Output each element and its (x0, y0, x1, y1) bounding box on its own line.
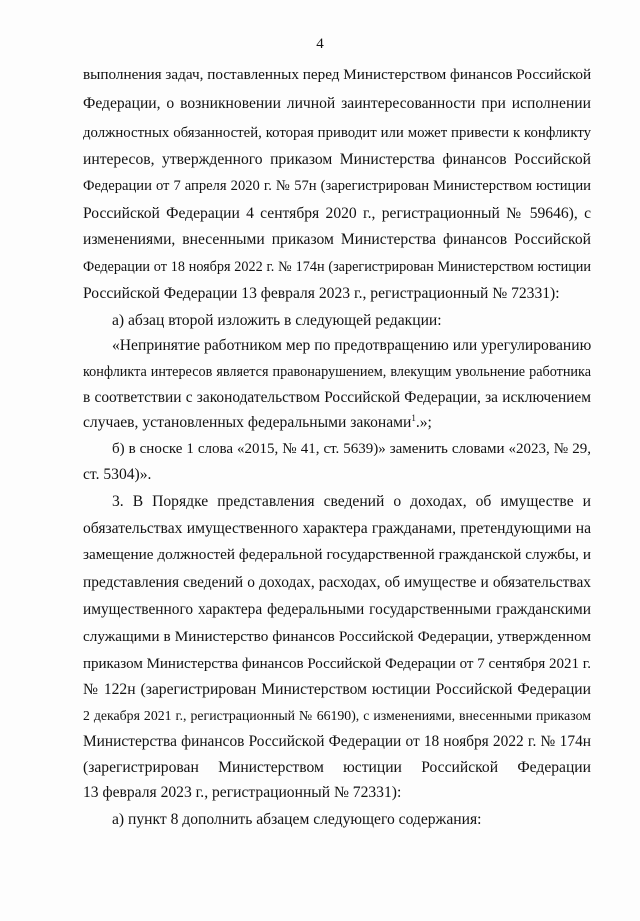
footnote-marker: 1 (411, 412, 416, 423)
text-line: обязательствах имущественного характера гражданами, претендующими на (83, 520, 591, 537)
text-line: имущественного характера федеральными государственными гражданскими (83, 601, 591, 618)
text-segment: .»; (415, 414, 432, 431)
text-line: выполнения задач, поставленных перед Министерством финансов Российской (83, 66, 592, 83)
text-line: 2 декабря 2021 г., регистрационный № 66190), с изменениями, внесенными приказом (83, 708, 591, 723)
text-line: служащими в Министерство финансов Российской Федерации, утвержденном (83, 628, 591, 645)
text-line: 13 февраля 2023 г., регистрационный № 72331): (83, 784, 402, 801)
text-line: Министерства финансов Российской Федерации от 18 ноября 2022 г. № 174н (83, 733, 591, 750)
text-line: а) абзац второй изложить в следующей редакции: (112, 312, 442, 329)
text-line: должностных обязанностей, которая приводит или может привести к конфликту (83, 125, 591, 141)
text-segment: случаев, установленных федеральными законами (83, 414, 412, 431)
text-line: ст. 5304)». (83, 466, 152, 483)
text-line: а) пункт 8 дополнить абзацем следующего содержания: (112, 811, 482, 828)
text-line: Федерации от 7 апреля 2020 г. № 57н (зарегистрирован Министерством юстиции (83, 178, 591, 194)
text-line: б) в сноске 1 слова «2015, № 41, ст. 5639)» заменить словами «2023, № 29, (112, 441, 591, 457)
text-line: № 122н (зарегистрирован Министерством юстиции Российской Федерации (83, 681, 591, 698)
text-line: изменениями, внесенными приказом Министерства финансов Российской (83, 231, 591, 248)
text-line: Федерации, о возникновении личной заинтересованности при исполнении (83, 95, 591, 112)
text-line: (зарегистрирован Министерством юстиции Российской Федерации (83, 759, 591, 776)
text-line: Федерации от 18 ноября 2022 г. № 174н (зарегистрирован Министерством юстиции (83, 259, 591, 275)
page-number: 4 (316, 36, 324, 52)
text-line: конфликта интересов является правонарушением, влекущим увольнение работника (83, 364, 591, 380)
text-line: интересов, утвержденного приказом Министерства финансов Российской (83, 151, 591, 168)
text-line: приказом Министерства финансов Российской Федерации от 7 сентября 2021 г. (83, 656, 591, 672)
text-line (83, 414, 591, 432)
text-line: Российской Федерации 4 сентября 2020 г., регистрационный № 59646), с (83, 205, 591, 222)
text-line: замещение должностей федеральной государственной гражданской службы, и (83, 546, 591, 563)
text-line: «Непринятие работником мер по предотвращению или урегулированию (112, 337, 592, 354)
text-line: 3. В Порядке представления сведений о доходах, об имуществе и (112, 493, 591, 510)
text-line: Российской Федерации 13 февраля 2023 г., регистрационный № 72331): (83, 285, 560, 302)
text-line: представления сведений о доходах, расходах, об имуществе и обязательствах (83, 574, 591, 591)
text-line: в соответствии с законодательством Российской Федерации, за исключением (83, 389, 591, 406)
